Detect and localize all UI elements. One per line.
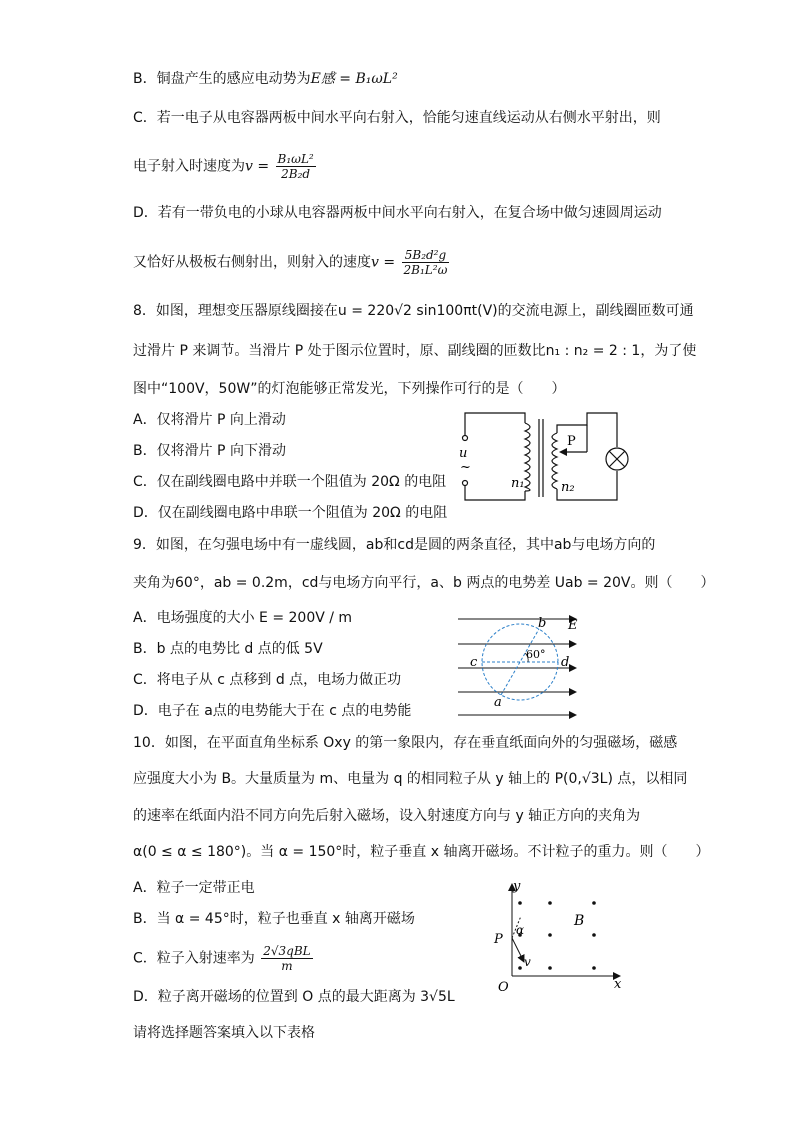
answer-table-instruction: 请将选择题答案填入以下表格 xyxy=(133,1025,315,1041)
q8-stem-line3: 图中“100V，50W”的灯泡能够正常发光，下列操作可行的是（ ） xyxy=(133,381,566,397)
q8-option-c: C．仅在副线圈电路中并联一个阻值为 20Ω 的电阻 xyxy=(133,474,447,490)
q10-option-d: D．粒子离开磁场的位置到 O 点的最大距离为 3√5L xyxy=(133,989,455,1005)
electric-field-diagram xyxy=(458,605,588,720)
fig-label-p: P xyxy=(567,434,576,449)
q9-stem-line2: 夹角为60°，ab = 0.2m，cd与电场方向平行，a、b 两点的电势差 Uab = 20V。则（ ） xyxy=(133,575,715,591)
fig-label-p: P xyxy=(494,932,503,947)
fig-label-o: O xyxy=(498,980,509,993)
fig-label-angle: 60° xyxy=(526,648,546,661)
q9-option-b: B．b 点的电势比 d 点的低 5V xyxy=(133,641,323,657)
q8-option-b: B．仅将滑片 P 向下滑动 xyxy=(133,443,286,459)
q8-option-d: D．仅在副线圈电路中串联一个阻值为 20Ω 的电阻 xyxy=(133,505,448,521)
q7-option-d-line2: 又恰好从极板右侧射出，则射入的速度v = $\frac{\text{5B₂d²g}}{\text{2B₁L²ω}}$ xyxy=(133,248,448,277)
fig-label-c: c xyxy=(470,655,478,670)
q10-c-fraction: $\frac{\text{2√3qBL}}{m}$ xyxy=(263,944,311,973)
fig-label-x: x xyxy=(614,977,622,992)
fig-label-d: d xyxy=(561,655,570,670)
q7-c-fraction: $\frac{\text{B₁ωL²}}{\text{2B₂d}}$ xyxy=(277,152,314,181)
q9-option-c: C．将电子从 c 点移到 d 点，电场力做正功 xyxy=(133,672,402,688)
fig-label-b-field: B xyxy=(574,913,585,929)
magnetic-field-diagram xyxy=(490,878,630,993)
fig-label-n1: n₁ xyxy=(511,476,525,491)
fig-label-a: a xyxy=(494,695,502,710)
q7-option-c-line1: C．若一电子从电容器两板中间水平向右射入，恰能匀速直线运动从右侧水平射出，则 xyxy=(133,110,661,126)
q10-option-a: A．粒子一定带正电 xyxy=(133,880,255,896)
fig-label-e: E xyxy=(568,618,578,633)
fig-label-y: y xyxy=(513,879,521,894)
q10-option-c: C．粒子入射速率为 $\frac{\text{2√3qBL}}{m}$ xyxy=(133,944,311,973)
q7-d-fraction: $\frac{\text{5B₂d²g}}{\text{2B₁L²ω}}$ xyxy=(403,248,448,277)
fig-label-v: v xyxy=(524,955,531,969)
fig-label-b: b xyxy=(538,616,547,631)
q7-option-c-line2: 电子射入时速度为v = $\frac{\text{B₁ωL²}}{\text{2B₂d}}$ xyxy=(133,152,314,181)
q7-option-b: B．铜盘产生的感应电动势为E感 = B₁ωL² xyxy=(133,71,398,87)
q10-stem-line1: 10．如图，在平面直角坐标系 Oxy 的第一象限内，存在垂直纸面向外的匀强磁场，磁感 xyxy=(133,735,678,751)
fig-label-u: u xyxy=(459,446,468,461)
q10-stem-line2: 应强度大小为 B。大量质量为 m、电量为 q 的相同粒子从 y 轴上的 P(0,√3L) 点，以相同 xyxy=(133,771,688,787)
q10-stem-line4: α(0 ≤ α ≤ 180°)。当 α = 150°时，粒子垂直 x 轴离开磁场。不计粒子的重力。则（ ） xyxy=(133,844,710,860)
q9-option-a: A．电场强度的大小 E = 200V / m xyxy=(133,610,353,626)
q8-stem-line2: 过滑片 P 来调节。当滑片 P 处于图示位置时，原、副线圈的匝数比n₁ : n₂ = 2 : 1，为了使 xyxy=(133,343,697,359)
q8-stem-line1: 8．如图，理想变压器原线圈接在u = 220√2 sin100πt(V)的交流电源上，副线圈匝数可通 xyxy=(133,303,694,319)
q9-stem-line1: 9．如图，在匀强电场中有一虚线圆，ab和cd是圆的两条直径，其中ab与电场方向的 xyxy=(133,537,656,553)
fig-label-n2: n₂ xyxy=(561,480,575,495)
transformer-diagram xyxy=(455,405,645,510)
q10-stem-line3: 的速率在纸面内沿不同方向先后射入磁场，设入射速度方向与 y 轴正方向的夹角为 xyxy=(133,808,641,824)
q7-option-d-line1: D．若有一带负电的小球从电容器两板中间水平向右射入，在复合场中做匀速圆周运动 xyxy=(133,205,662,221)
q8-option-a: A．仅将滑片 P 向上滑动 xyxy=(133,412,286,428)
q10-option-b: B．当 α = 45°时，粒子也垂直 x 轴离开磁场 xyxy=(133,911,415,927)
q9-option-d: D．电子在 a点的电势能大于在 c 点的电势能 xyxy=(133,703,412,719)
fig-label-alpha: α xyxy=(516,923,525,937)
fig-label-tilde: ~ xyxy=(460,460,471,475)
